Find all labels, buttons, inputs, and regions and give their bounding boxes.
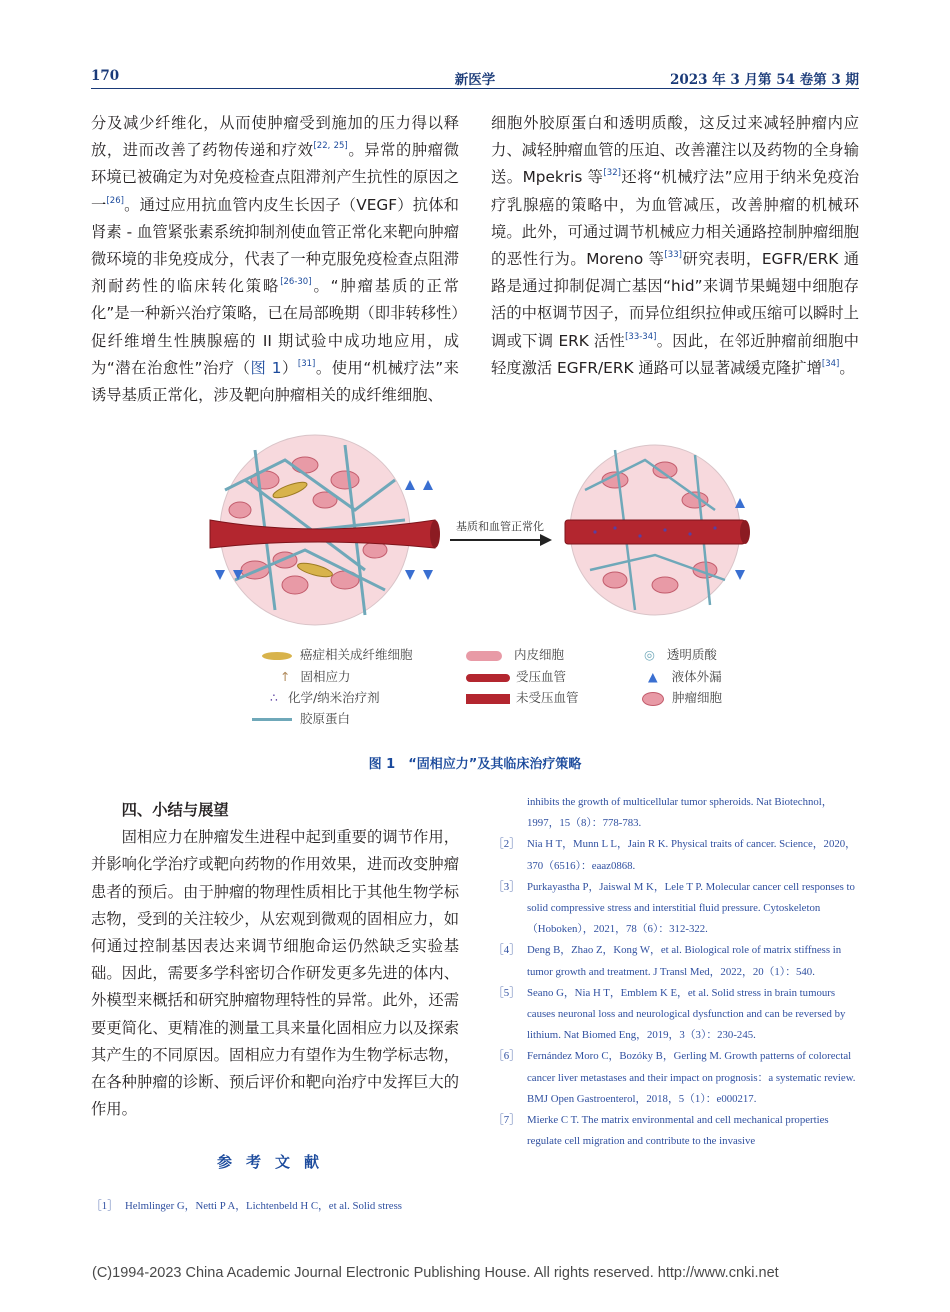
leak-arrow-icon: ▲ — [648, 669, 658, 684]
tumor-cell-icon — [642, 692, 664, 706]
reference-item[interactable]: ［6］ Fernández Moro C，Bozóky B，Gerling M. Growth patterns of colorectal cancer liver metastases and their impact on prognosis：a systematic review. BMJ Open Gastroenterol，2018，5（1）：e000217. — [493, 1050, 856, 1105]
reference-list-right — [493, 792, 859, 1152]
reference-item[interactable]: ［2］ Nia H T，Munn L L，Jain R K. Physical traits of cancer. Science，2020，370（6516）：eaaz0868. — [493, 838, 856, 872]
reference-list-left — [91, 1196, 459, 1217]
paragraph: 细胞外胶原蛋白和透明质酸，这反过来减轻肿瘤内应力、减轻肿瘤血管的压迫、改善灌注以及药物的全身输送。Mpekris 等[32]还将“机械疗法”应用于纳米免疫治疗乳腺癌的策略中，为血管减压，改善肿瘤的机械环境。此外，可通过调节机械应力相关通路控制肿瘤细胞的恶性行为。Moreno 等[33]研究表明，EGFR/ERK 通路是通过抑制促凋亡基因“hid”来调节果蝇翅中细胞存活的中枢调节因子，而异位组织拉伸或压缩可以瞬时上调或下调 ERK 活性[33-34]。因此，在邻近肿瘤前细胞中轻度激活 EGFR/ERK 通路可以显著减缓克隆扩增[34]。 — [491, 114, 859, 377]
arrow-label: 基质和血管正常化 — [456, 520, 544, 533]
references-title: 参考文献 — [216, 1153, 333, 1171]
issue-info: 2023 年 3 月第 54 卷第 3 期 — [669, 72, 859, 88]
section-body: 固相应力在肿瘤发生进程中起到重要的调节作用，并影响化学治疗或靶向药物的作用效果，进而改变肿瘤患者的预后。由于肿瘤的物理性质相比于其他生物学标志物，受到的关注较少，从宏观到微观的固相应力，如何通过控制基因表达来调节细胞命运仍然缺乏实验基础。因此，需要多学科密切合作研发更多先进的体内、外模型来概括和研究肿瘤物理特性的异常。此外，还需要更简化、更精准的测量工具来量化固相应力以及探索其产生的不同原因。固相应力有望作为生物学标志物，在各种肿瘤的诊断、预后评价和靶向治疗中发挥巨大的作用。 — [91, 828, 459, 1119]
figure-legend: 癌症相关成纤维细胞 ↑ 固相应力 ∴ 化学/纳米治疗剂 胶原蛋白 内皮细胞 受压血管 未受压血管 ◎ 透明质酸 ▲ 液体外漏 肿瘤细胞 — [0, 0, 950, 1312]
collagen-icon — [252, 718, 292, 721]
citation[interactable]: [22, 25] — [313, 141, 348, 152]
endothelial-icon — [466, 651, 502, 661]
paragraph: 分及减少纤维化，从而使肿瘤受到施加的压力得以释放，进而改善了药物传递和疗效[22, 25]。异常的肿瘤微环境已被确定为对免疫检查点阻滞剂产生抗性的原因之一[26]。通过应用抗血管内皮生长因子（VEGF）抗体和肾素 - 血管紧张素系统抑制剂使血管正常化来靶向肿瘤微环境的非免疫成分，代表了一种克服免疫检查点阻滞剂耐药性的临床转化策略[26-30]。“肿瘤基质的正常化”是一种新兴治疗策略，已在局部晚期（即非转移性）促纤维增生性胰腺癌的 II 期试验中成功地应用，成为“潜在治愈性”治疗（图 1）[31]。使用“机械疗法”来诱导基质正常化，涉及靶向肿瘤相关的成纤维细胞、 — [91, 114, 459, 405]
citation[interactable]: [33-34] — [625, 331, 657, 342]
hyaluronan-icon: ◎ — [644, 647, 655, 662]
reference-item[interactable]: ［5］ Seano G，Nia H T，Emblem K E，et al. Solid stress in brain tumours causes neuronal loss and neurological dysfunction and can be reversed by lithium. Nat Biomed Eng，2019，3（3）：230-245. — [493, 986, 846, 1042]
reference-item[interactable]: ［7］ Mierke C T. The matrix environmental and cell mechanical properties regulate cell migration and contribute to the invasive — [493, 1114, 829, 1148]
page-number: 170 — [91, 68, 120, 84]
stress-arrow-icon: ↑ — [280, 669, 291, 684]
reference-item[interactable]: ［4］ Deng B，Zhao Z，Kong W，et al. Biological role of matrix stiffness in tumor growth and treatment. J Transl Med，2022，20（1）：540. — [493, 944, 842, 978]
reference-item[interactable]: ［1］ Helmlinger G，Netti P A，Lichtenbeld H C，et al. Solid stress — [91, 1200, 402, 1212]
compressed-vessel-icon — [466, 674, 510, 682]
citation[interactable]: [33] — [664, 250, 682, 261]
drug-dots-icon: ∴ — [270, 690, 278, 705]
citation[interactable]: [32] — [603, 168, 621, 179]
copyright-footer: (C)1994-2023 China Academic Journal Electronic Publishing House. All rights reserved. http://www.cnki.net — [92, 1265, 779, 1281]
reference-item[interactable]: ［3］ Purkayastha P，Jaiswal M K，Lele T P. Molecular cancer cell responses to solid compressive stress and interstitial fluid pressure. Cytoskeleton（Hoboken），2021，78（6）：312-322. — [493, 880, 855, 936]
figure-caption: 图 1 “固相应力”及其临床治疗策略 — [368, 757, 582, 772]
journal-name: 新医学 — [454, 72, 496, 88]
citation[interactable]: [26-30] — [280, 277, 312, 288]
reference-item[interactable]: inhibits the growth of multicellular tumor spheroids. Nat Biotechnol，1997，15（8）：778-783. — [527, 796, 833, 830]
fibroblast-icon — [262, 652, 292, 660]
citation[interactable]: [31] — [297, 358, 316, 369]
citation[interactable]: [34] — [821, 358, 840, 369]
figure-link[interactable]: 图 1 — [250, 358, 282, 377]
uncompressed-vessel-icon — [466, 694, 510, 704]
section-summary — [91, 797, 459, 1123]
section-title: 四、小结与展望 — [121, 801, 229, 819]
citation[interactable]: [26] — [106, 195, 124, 206]
